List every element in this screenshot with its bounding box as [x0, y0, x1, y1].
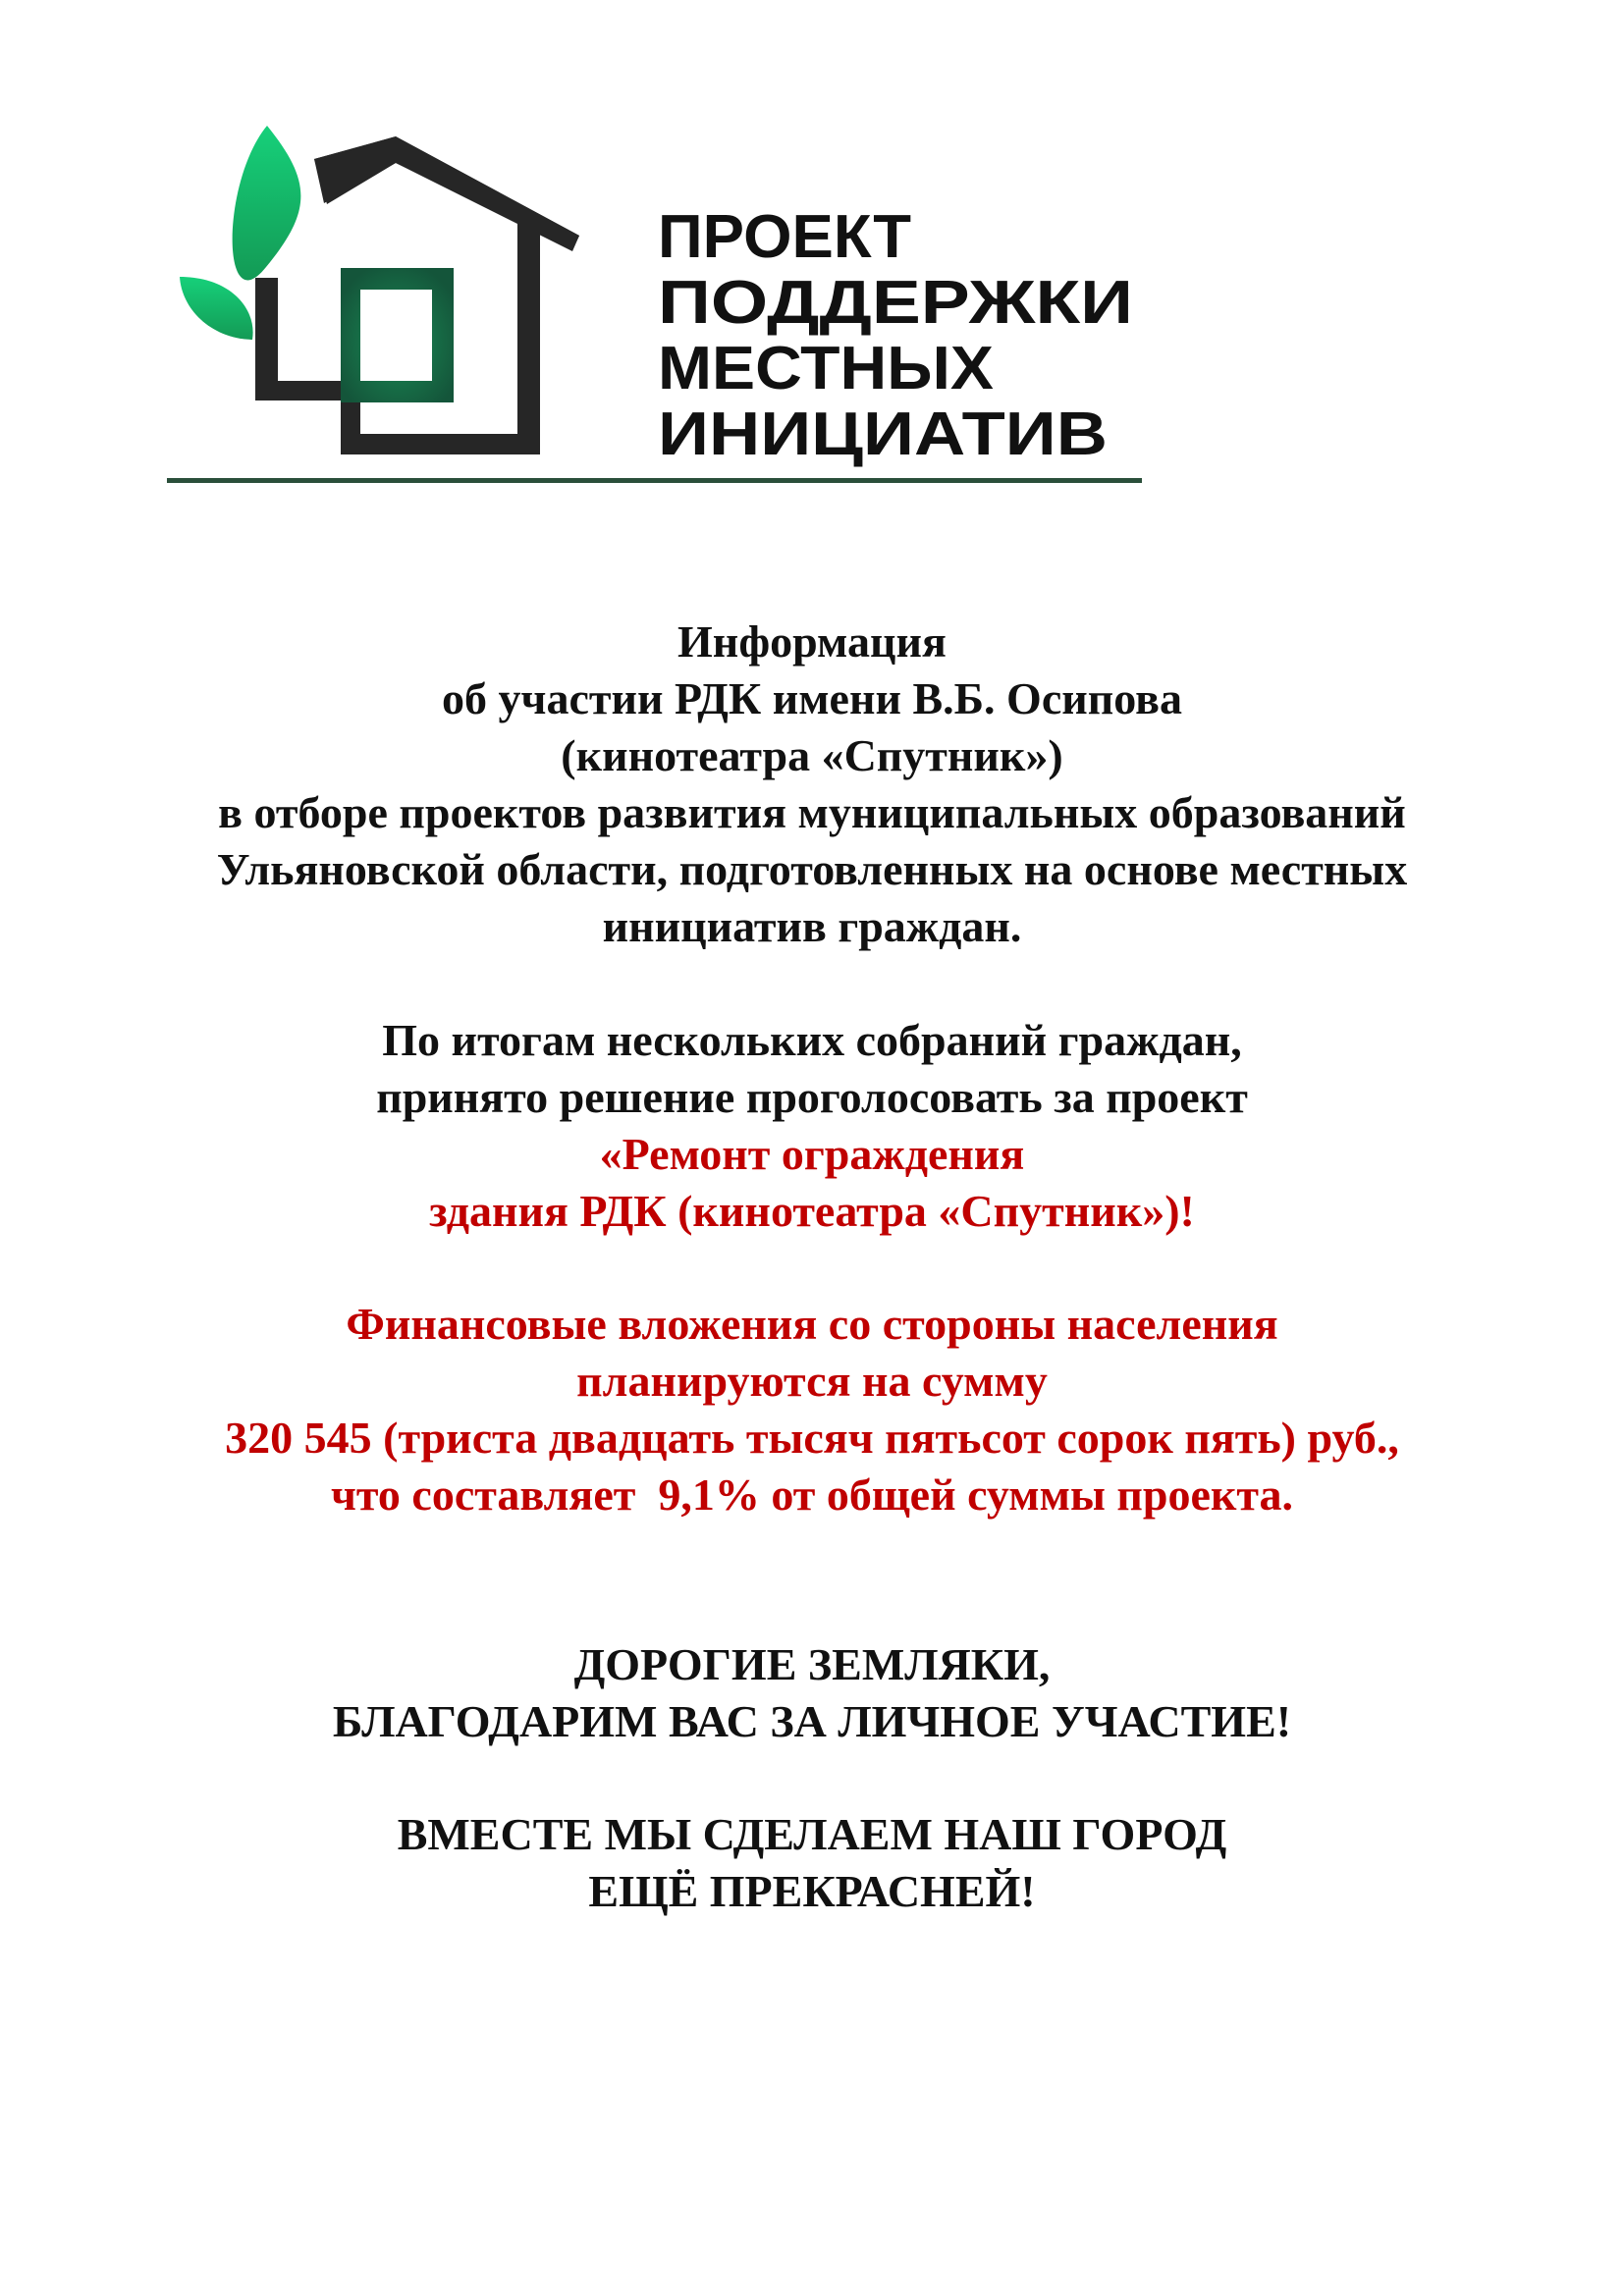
finance-block — [0, 1296, 1624, 1523]
closing-block — [0, 1806, 1624, 1920]
thanks-line: ДОРОГИЕ ЗЕМЛЯКИ, — [573, 1639, 1051, 1689]
logo-line: МЕСТНЫХ — [658, 335, 994, 402]
thanks-line: БЛАГОДАРИМ ВАС ЗА ЛИЧНОЕ УЧАСТИЕ! — [332, 1696, 1292, 1746]
logo-underline — [167, 478, 1142, 483]
heading-line: (кинотеатра «Спутник») — [561, 730, 1063, 780]
decision-line: По итогам нескольких собраний граждан, — [382, 1015, 1242, 1065]
heading-block — [0, 614, 1624, 955]
heading-line: Ульяновской области, подготовленных на основе местных — [216, 844, 1408, 894]
window-icon — [341, 268, 454, 402]
heading-line: инициатив граждан. — [602, 901, 1022, 951]
decision-line: принято решение проголосовать за проект — [376, 1072, 1248, 1122]
finance-amount: 320 545 (триста двадцать тысяч пятьсот сорок пять) руб., — [225, 1413, 1399, 1463]
heading-line: в отборе проектов развития муниципальных образований — [218, 787, 1406, 837]
finance-line: планируются на сумму — [576, 1356, 1048, 1406]
logo-line: ИНИЦИАТИВ — [658, 400, 1108, 468]
leaf-icon — [180, 126, 300, 340]
decision-block — [0, 1012, 1624, 1240]
finance-line: Финансовые вложения со стороны населения — [346, 1299, 1278, 1349]
project-logo — [0, 0, 1624, 510]
logo-line: ПОДДЕРЖКИ — [658, 269, 1133, 337]
logo-line: ПРОЕКТ — [658, 203, 912, 271]
project-name-line: «Ремонт ограждения — [599, 1129, 1025, 1179]
heading-title: Информация — [677, 616, 947, 667]
finance-share: что составляет 9,1% от общей суммы проекта. — [330, 1469, 1294, 1520]
logo-text — [658, 203, 1133, 468]
heading-line: об участии РДК имени В.Б. Осипова — [442, 673, 1182, 723]
project-name-line: здания РДК (кинотеатра «Спутник»)! — [429, 1186, 1195, 1236]
closing-line: ВМЕСТЕ МЫ СДЕЛАЕМ НАШ ГОРОД — [397, 1809, 1227, 1859]
thanks-block — [0, 1636, 1624, 1750]
house-icon — [255, 136, 579, 454]
closing-line: ЕЩЁ ПРЕКРАСНЕЙ! — [588, 1866, 1036, 1916]
